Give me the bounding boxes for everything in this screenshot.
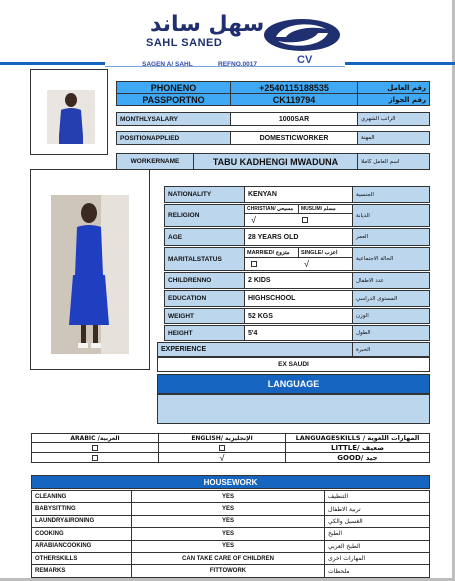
education-label: EDUCATION [164,290,245,307]
phone-value: +2540115188535 [230,81,358,94]
english-little-checkbox[interactable] [219,445,225,451]
language-blank-area [157,394,430,424]
experience-label: EXPERIENCE [157,342,353,357]
age-label-ar: العمر [352,228,430,246]
logo-mark-icon [262,17,342,53]
marital-option-single: SINGLE/ اعزب [299,248,353,258]
children-value: 2 KIDS [244,272,353,289]
header-rule-left [0,62,105,65]
salary-label-ar: الراتب الشهري [357,112,430,126]
full-photo-frame [30,169,150,370]
religion-label: RELIGION [164,204,245,227]
housework-row-value: CAN TAKE CARE OF CHILDREN [131,552,325,565]
children-label-ar: عدد الاطفال [352,272,430,289]
lang-arabic-header: ARABIC /العربية [31,433,159,443]
person-full-figure-icon [51,195,129,354]
marital-status-label-ar: الحالة الاجتماعية [352,247,430,271]
worker-name-label: WORKERNAME [116,153,194,170]
housework-row-label-ar: الطبخ العربي [324,540,430,553]
education-label-ar: المستوى الدراسي [352,290,430,307]
passport-value: CK119794 [230,93,358,106]
worker-name-value: TABU KADHENGI MWADUNA [193,153,358,170]
lang-good-label: GOOD/ جيد [285,452,430,463]
housework-row-label-ar: الطبخ [324,527,430,540]
passport-label: PASSPORTNO [116,93,231,106]
weight-value: 52 KGS [244,308,353,324]
arabic-little-checkbox[interactable] [92,445,98,451]
housework-row-label-ar: تربية الاطفال [324,502,430,515]
housework-row-label: BABYSITTING [31,502,132,515]
lang-little-label: LITTLE/ ضعيف [285,442,430,453]
religion-options [244,204,353,227]
experience-value: EX SAUDI [157,357,430,372]
housework-row-label: OTHERSKILLS [31,552,132,565]
housework-row-label-ar: المهارات اخرى [324,552,430,565]
height-label: HEIGHT [164,325,245,341]
housework-row-value: YES [131,527,325,540]
housework-section-header: HOUSEWORK [31,475,430,489]
marital-tick-icon: √ [304,259,309,269]
housework-row-value: YES [131,515,325,528]
housework-row-label: REMARKS [31,564,132,577]
salary-value: 1000SAR [230,112,358,126]
housework-row-label: LAUNDRY&IRONING [31,515,132,528]
salary-label: MONTHLYSALARY [116,112,231,126]
religion-option-christian: CHRISTIAN/ مسيحي [245,205,299,214]
lang-english-good [158,452,286,463]
religion-muslim-checkbox[interactable] [302,217,308,223]
nationality-value: KENYAN [244,186,353,203]
housework-row-value: YES [131,540,325,553]
nationality-label-ar: الجنسية [352,186,430,203]
marital-married-checkbox[interactable] [251,261,257,267]
passport-photo-frame [30,69,108,155]
housework-row-value: YES [131,502,325,515]
weight-label: WEIGHT [164,308,245,324]
document-type: CV [297,54,313,66]
height-value: 5'4 [244,325,353,341]
person-figure-icon [47,90,95,144]
header-rule-right [345,62,455,65]
lang-skills-header: LANGUAGESKILLS / المهارات اللغوية [285,433,430,443]
full-body-photo [51,195,129,354]
passport-photo [47,90,95,144]
housework-row-value: YES [131,490,325,503]
phone-label: PHONENO [116,81,231,94]
religion-tick-icon: √ [251,215,256,225]
experience-label-ar: الخبرة [352,342,430,357]
passport-label-ar: رقم الجواز [357,93,430,106]
children-label: CHILDRENNO [164,272,245,289]
height-label-ar: الطول [352,325,430,341]
housework-row-label: ARABIANCOOKING [31,540,132,553]
lang-english-header: ENGLISH/ الإنجليزية [158,433,286,443]
lang-arabic-good [31,452,159,463]
education-value: HIGHSCHOOL [244,290,353,307]
logo-english: SAHL SANED [146,37,223,49]
phone-label-ar: رقم العامل [357,81,430,94]
religion-option-muslim: MUSLIM/ مسلم [299,205,353,214]
marital-status-label: MARITALSTATUS [164,247,245,271]
position-value: DOMESTICWORKER [230,131,358,145]
housework-row-value: FITTOWORK [131,564,325,577]
age-value: 28 YEARS OLD [244,228,353,246]
marital-option-married: MARRIED/ متزوج [245,248,299,258]
housework-row-label-ar: الغسيل والكي [324,515,430,528]
agency-reference: SAGEN A/ SAHL [142,61,193,68]
age-label: AGE [164,228,245,246]
worker-name-label-ar: اسم العامل كاملا [357,153,430,170]
housework-row-label-ar: ملحظات [324,564,430,577]
weight-label-ar: الوزن [352,308,430,324]
logo-arabic: سهل ساند [150,12,265,37]
position-label-ar: المهنة [357,131,430,145]
reference-number: REFNO.0017 [218,61,258,68]
english-good-tick-icon: √ [219,452,225,463]
marital-status-options [244,247,353,271]
arabic-good-checkbox[interactable] [92,455,98,461]
religion-label-ar: الديانة [352,204,430,227]
housework-row-label-ar: التنظيف [324,490,430,503]
language-section-header: LANGUAGE [157,374,430,394]
position-label: POSITIONAPPLIED [116,131,231,145]
housework-row-label: CLEANING [31,490,132,503]
housework-row-label: COOKING [31,527,132,540]
nationality-label: NATIONALITY [164,186,245,203]
